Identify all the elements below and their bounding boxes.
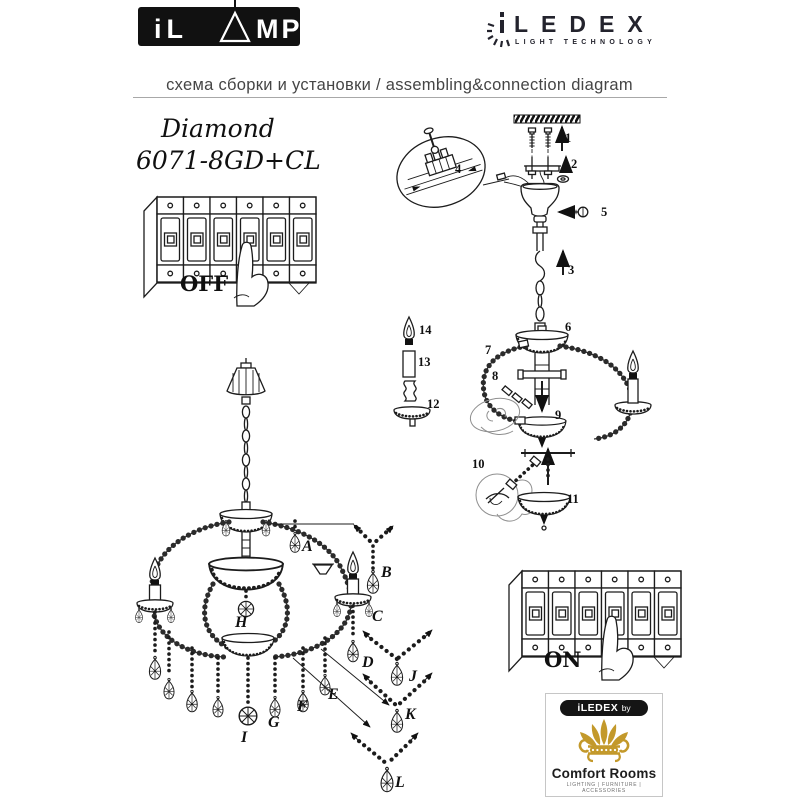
pill-by: by bbox=[621, 703, 631, 713]
iledex-logo bbox=[487, 2, 669, 48]
ilamp-logo bbox=[138, 0, 304, 50]
chandelier-part-label-F: F bbox=[297, 698, 308, 715]
chandelier-part-label-I: I bbox=[241, 729, 248, 746]
assembly-part-label-4: 4 bbox=[455, 162, 462, 176]
on-label: ON bbox=[544, 647, 582, 672]
chandelier-part-label-K: K bbox=[405, 706, 416, 723]
chandelier-part-label-D: D bbox=[362, 654, 374, 671]
assembly-part-label-3: 3 bbox=[568, 263, 575, 277]
product-name: Diamond bbox=[161, 114, 275, 143]
assembly-part-label-1: 1 bbox=[565, 131, 572, 145]
iledex-text: LEDEX bbox=[514, 11, 656, 37]
assembly-part-label-8: 8 bbox=[492, 369, 499, 383]
chandelier-part-label-A: A bbox=[302, 538, 313, 555]
breaker-panel-off bbox=[141, 184, 336, 309]
pill-brand: iLEDEX bbox=[577, 702, 619, 714]
assembly-part-label-14: 14 bbox=[419, 323, 432, 337]
chandelier-drawing bbox=[125, 358, 470, 800]
light-rays-icon bbox=[487, 24, 509, 47]
assembly-part-label-13: 13 bbox=[418, 355, 431, 369]
chandelier-part-label-J: J bbox=[409, 668, 417, 685]
off-label: OFF bbox=[180, 271, 229, 296]
assembly-part-label-2: 2 bbox=[571, 157, 578, 171]
chandelier-part-label-L: L bbox=[395, 774, 405, 791]
comfort-rooms-badge bbox=[545, 693, 663, 797]
chandelier-part-label-G: G bbox=[268, 714, 280, 731]
assembly-part-label-12: 12 bbox=[427, 397, 440, 411]
comfort-rooms-text: Comfort Rooms bbox=[551, 766, 657, 781]
ilamp-text-left: iL bbox=[154, 14, 188, 44]
chandelier-part-label-C: C bbox=[372, 608, 383, 625]
page-subtitle: схема сборки и установки / assembling&connection diagram bbox=[166, 76, 633, 94]
assembly-part-label-10: 10 bbox=[472, 457, 485, 471]
crown-chair-icon bbox=[572, 717, 636, 765]
terminal-block-detail bbox=[384, 115, 494, 218]
iledex-tagline: LIGHT TECHNOLOGY bbox=[515, 39, 657, 46]
ilamp-text-right: MP bbox=[256, 14, 303, 44]
assembly-part-label-6: 6 bbox=[565, 320, 572, 334]
chandelier-diagram bbox=[125, 358, 470, 800]
assembly-part-label-9: 9 bbox=[555, 408, 562, 422]
assembly-part-label-5: 5 bbox=[601, 205, 608, 219]
assembly-part-label-7: 7 bbox=[485, 343, 492, 357]
assembly-part-label-11: 11 bbox=[567, 492, 579, 506]
breaker-panel-on bbox=[506, 558, 701, 683]
chandelier-part-label-B: B bbox=[381, 564, 392, 581]
iledex-by-pill bbox=[560, 700, 648, 716]
chandelier-part-label-H: H bbox=[235, 614, 248, 631]
header-divider bbox=[133, 97, 667, 98]
product-model: 6071-8GD+CL bbox=[136, 146, 321, 175]
comfort-rooms-tagline: LIGHTING | FURNITURE | ACCESSORIES bbox=[566, 782, 642, 794]
chandelier-part-label-E: E bbox=[328, 686, 339, 703]
